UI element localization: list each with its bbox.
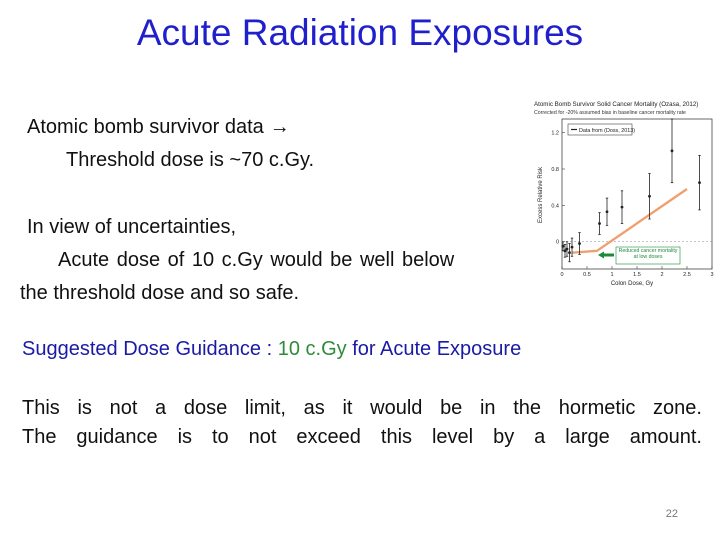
fit-layer (572, 189, 687, 253)
point-layer (562, 119, 701, 262)
data-point (571, 246, 574, 249)
fit-line (572, 189, 687, 253)
annotation-arrow-shaft (604, 254, 614, 257)
data-point (698, 181, 701, 184)
data-point (606, 210, 609, 213)
y-tick-label: 0.8 (551, 167, 559, 173)
cancer-mortality-chart (512, 97, 720, 293)
x-tick-label: 3 (710, 272, 714, 278)
bullet-line-1-text: Atomic bomb survivor data (27, 116, 264, 138)
annotation-text: Reduced cancer mortality at low doses (618, 247, 678, 260)
data-point (621, 206, 624, 209)
dose-guidance-value: 10 c.Gy (277, 338, 347, 360)
bullet-line-2: Threshold dose is ~70 c.Gy. (66, 149, 315, 171)
dose-guidance-suffix: for Acute Exposure (346, 338, 522, 360)
bullet-line-1 (27, 116, 290, 139)
data-point (671, 149, 674, 152)
plot-frame (562, 119, 712, 269)
x-tick-label: 1 (610, 272, 614, 278)
paragraph-line-2: The guidance is to not exceed this level by a large amount. (22, 426, 702, 448)
arrow-right-icon: → (269, 116, 290, 138)
y-axis-label: Excess Relative Risk (538, 166, 544, 224)
dose-guidance (22, 338, 521, 361)
data-point (568, 251, 571, 254)
dose-guidance-prefix: Suggested Dose Guidance : (22, 338, 278, 360)
bullet-line-3: In view of uncertainties, (27, 216, 236, 238)
y-tick-label: 1.2 (551, 130, 559, 137)
chart-title: Atomic Bomb Survivor Solid Cancer Mortality (Ozasa, 2012) (534, 101, 699, 108)
x-tick-label: 2.5 (683, 272, 691, 278)
x-tick-label: 2 (660, 272, 664, 278)
y-tick-label: 0.4 (551, 203, 559, 210)
low-dose-annotation (598, 247, 680, 264)
x-tick-label: 1.5 (633, 272, 641, 278)
x-axis-label: Colon Dose, Gy (610, 281, 654, 287)
y-tick-label: 0 (555, 239, 559, 246)
annotation-arrow-icon (598, 252, 604, 259)
data-point (648, 195, 651, 198)
paragraph-line-1: This is not a dose limit, as it would be in the hormetic zone. (22, 397, 702, 419)
data-point (566, 248, 569, 251)
bullet-line-5: the threshold dose and so safe. (20, 282, 300, 304)
bullet-line-4: Acute dose of 10 c.Gy would be well below (58, 249, 455, 271)
page-number: 22 (665, 508, 678, 520)
data-point (578, 242, 581, 245)
slide-title: Acute Radiation Exposures (136, 12, 584, 53)
x-tick-label: 0 (560, 272, 564, 278)
data-point (598, 222, 601, 225)
legend-box (568, 124, 635, 135)
legend-label: Data from (Doss, 2013) (579, 128, 636, 134)
x-tick-label: 0.5 (583, 272, 591, 278)
data-point (562, 245, 565, 248)
annotation-text-wrap (617, 248, 679, 264)
chart-subtitle: Corrected for -20% assumed bias in baseline cancer mortality rate (534, 110, 686, 116)
